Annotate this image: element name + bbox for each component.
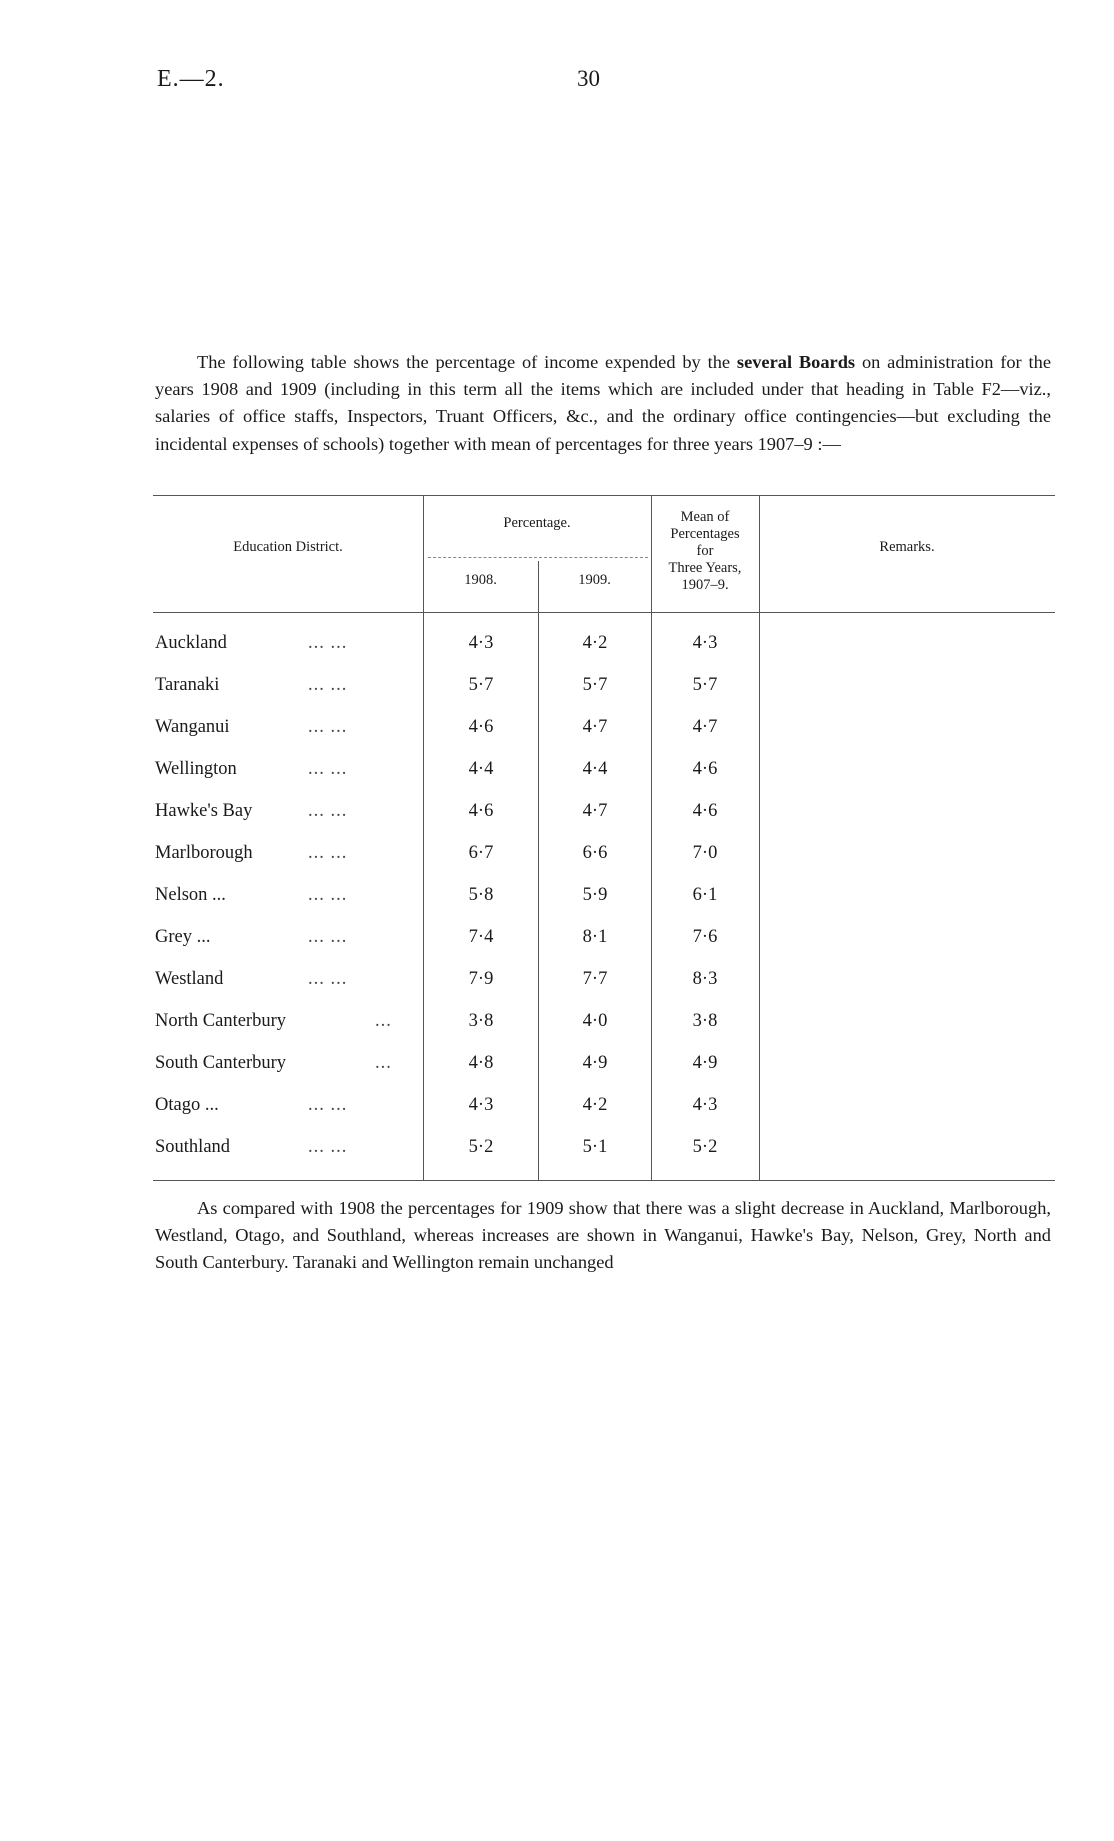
value-mean: 5·2: [692, 1137, 718, 1157]
header-district: Education District.: [233, 539, 343, 555]
table-row: [153, 1003, 1055, 1045]
district-name: Otago ...: [155, 1095, 219, 1115]
intro-text-end: on administration for the years 1908 and 1909 (including in this term all the items which are included under that heading in Table F2—viz., salaries of office staffs, Inspectors, Truant Officers, &c., and the ordinary office contingencies—but excluding the incidental expenses of schools) together with mean of percentages for three years 1907–9 :—: [155, 352, 1051, 454]
value-mean: 7·6: [692, 927, 718, 947]
value-mean: 4·6: [692, 801, 718, 821]
value-1908: 4·4: [468, 759, 494, 779]
value-1909: 4·2: [582, 633, 608, 653]
value-1909: 4·7: [582, 801, 608, 821]
table-row: [153, 667, 1055, 709]
intro-text-start: The following table shows the percentage of income expended by the: [197, 352, 731, 372]
table-row: [153, 625, 1055, 667]
district-name: Wanganui: [155, 717, 230, 737]
table-row: [153, 1129, 1055, 1171]
district-name: Auckland: [155, 633, 227, 653]
leader-dots: ... ...: [308, 801, 348, 821]
table-row: [153, 709, 1055, 751]
value-1908: 5·2: [468, 1137, 494, 1157]
value-1908: 4·6: [468, 801, 494, 821]
leader-dots: ... ...: [308, 633, 348, 653]
header-1909: 1909.: [578, 572, 611, 588]
value-1908: 5·7: [468, 675, 494, 695]
value-1908: 3·8: [468, 1011, 494, 1031]
value-1909: 6·6: [582, 843, 608, 863]
leader-dots: ... ...: [308, 885, 348, 905]
header-remarks: Remarks.: [879, 539, 935, 555]
value-mean: 7·0: [692, 843, 718, 863]
header-mean-line-1: Mean of: [680, 509, 730, 525]
value-mean: 4·3: [692, 633, 718, 653]
header-mean-line-2: Percentages: [670, 526, 740, 542]
district-name: North Canterbury: [155, 1011, 287, 1031]
value-1909: 4·7: [582, 717, 608, 737]
table-row: [153, 835, 1055, 877]
table-row: [153, 1045, 1055, 1087]
intro-bold-words: several Boards: [736, 352, 856, 372]
leader-dots: ... ...: [308, 717, 348, 737]
value-1909: 8·1: [582, 927, 608, 947]
value-1909: 4·0: [582, 1011, 608, 1031]
district-name: Southland: [155, 1137, 231, 1157]
header-mean: [651, 509, 759, 594]
value-mean: 3·8: [692, 1011, 718, 1031]
header-mean-line-3: for: [696, 543, 714, 559]
value-1908: 4·6: [468, 717, 494, 737]
leader-dots: ... ...: [308, 969, 348, 989]
value-1909: 5·1: [582, 1137, 608, 1157]
header-mean-line-4: Three Years,: [668, 560, 742, 576]
district-name: South Canterbury: [155, 1053, 287, 1073]
table-row: [153, 1087, 1055, 1129]
table-row: [153, 751, 1055, 793]
value-1909: 4·4: [582, 759, 608, 779]
district-name: Taranaki: [155, 675, 220, 695]
value-mean: 6·1: [692, 885, 718, 905]
value-1908: 5·8: [468, 885, 494, 905]
leader-dots: ... ...: [308, 927, 348, 947]
percentage-table: [153, 495, 1055, 1181]
value-1908: 7·9: [468, 969, 494, 989]
leader-dots: ... ...: [308, 1137, 348, 1157]
value-mean: 4·9: [692, 1053, 718, 1073]
district-name: Westland: [155, 969, 224, 989]
header-mean-line-5: 1907–9.: [681, 577, 729, 593]
header-1908: 1908.: [464, 572, 497, 588]
percentage-subrule: [428, 557, 648, 558]
value-mean: 5·7: [692, 675, 718, 695]
value-mean: 4·3: [692, 1095, 718, 1115]
leader-dots: ... ...: [308, 675, 348, 695]
leader-dots: ... ...: [308, 1095, 348, 1115]
table-row: [153, 961, 1055, 1003]
closing-paragraph: As compared with 1908 the percentages for 1909 show that there was a slight decrease in Auckland, Marlborough, Westland, Otago, and Southland, whereas increases are shown in Wanganui, Hawke's Bay, Nelson, Grey, North and South Canterbury. Taranaki and Wellington remain unchanged: [155, 1198, 1051, 1273]
value-mean: 8·3: [692, 969, 718, 989]
intro-paragraph: [155, 349, 1051, 458]
district-name: Hawke's Bay: [155, 801, 253, 821]
value-1908: 4·8: [468, 1053, 494, 1073]
value-1909: 4·2: [582, 1095, 608, 1115]
value-1908: 6·7: [468, 843, 494, 863]
page-number: 30: [577, 66, 600, 91]
page-reference: E.—2.: [157, 66, 225, 92]
district-name: Nelson ...: [155, 885, 226, 905]
district-name: Grey ...: [155, 927, 211, 947]
leader-dots: ... ...: [308, 759, 348, 779]
value-1908: 7·4: [468, 927, 494, 947]
leader-dots: ... ...: [308, 843, 348, 863]
district-name: Wellington: [155, 759, 237, 779]
table-top-rule: [153, 495, 1055, 496]
value-1908: 4·3: [468, 1095, 494, 1115]
value-1909: 7·7: [582, 969, 608, 989]
table-header-rule: [153, 612, 1055, 613]
table-row: [153, 919, 1055, 961]
district-name: Marlborough: [155, 843, 253, 863]
leader-dots: ...: [375, 1053, 392, 1073]
table-bottom-rule: [153, 1180, 1055, 1181]
value-mean: 4·6: [692, 759, 718, 779]
value-1909: 5·7: [582, 675, 608, 695]
value-1909: 4·9: [582, 1053, 608, 1073]
value-1908: 4·3: [468, 633, 494, 653]
table-row: [153, 877, 1055, 919]
value-1909: 5·9: [582, 885, 608, 905]
table-row: [153, 793, 1055, 835]
leader-dots: ...: [375, 1011, 392, 1031]
header-percentage: Percentage.: [503, 515, 571, 531]
value-mean: 4·7: [692, 717, 718, 737]
